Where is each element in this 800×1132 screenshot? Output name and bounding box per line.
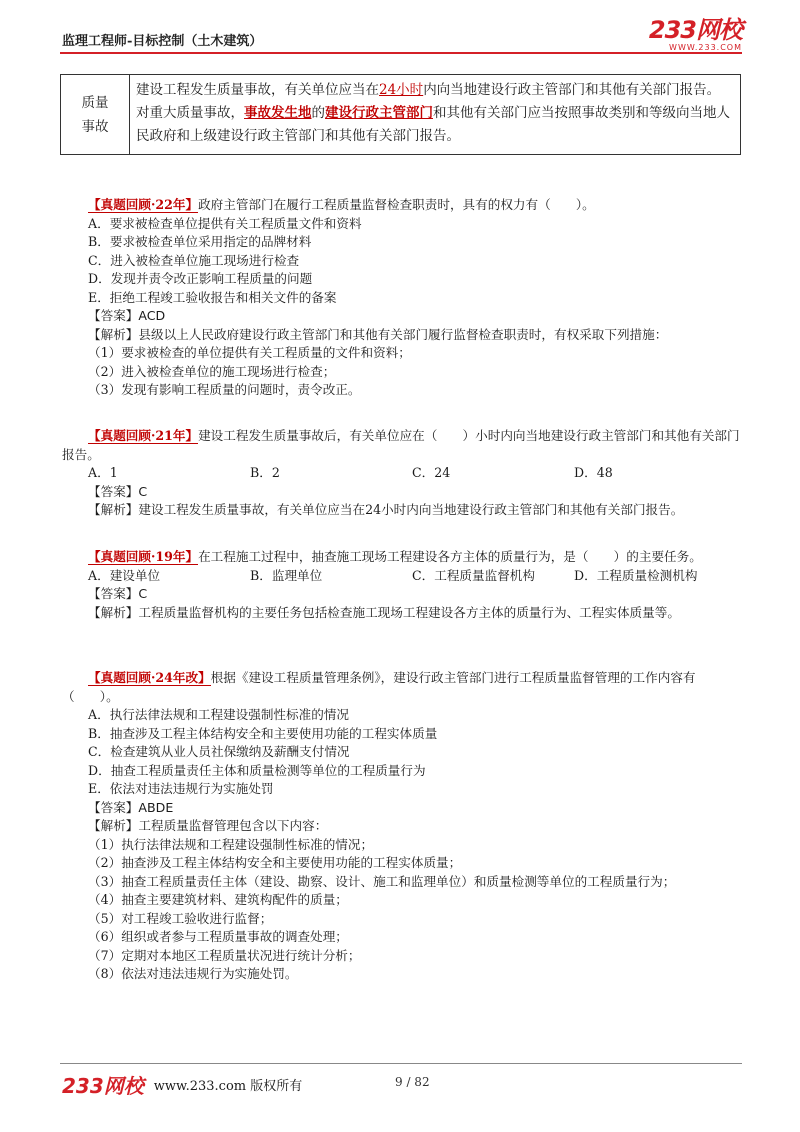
option-item: E．拒绝工程竣工验收报告和相关文件的备案 [88, 289, 337, 305]
analysis-point: （2）进入被检查单位的施工现场进行检查； [88, 363, 336, 379]
stem-text: 政府主管部门在履行工程质量监督检查职责时，具有的权力有（ ）。 [198, 197, 595, 212]
analysis-text: 县级以上人民政府建设行政主管部门和其他有关部门履行监督检查职责时，有权采取下列措施： [138, 326, 668, 342]
footer-logo: 233网校 [62, 1074, 144, 1098]
analysis-point: （1）要求被检查的单位提供有关工程质量的文件和资料； [88, 345, 411, 360]
analysis-point: （2）抽查涉及工程主体结构安全和主要使用功能的工程实体质量； [88, 855, 462, 870]
option-item: C．检查建筑从业人员社保缴纳及薪酬支付情况 [88, 744, 350, 759]
option-item: D．抽查工程质量责任主体和质量检测等单位的工程质量行为 [88, 762, 426, 778]
table-label-line1: 质量 [81, 94, 109, 111]
analysis-point: （8）依法对违法违规行为实施处罚。 [88, 966, 298, 981]
analysis-point: （6）组织或者参与工程质量事故的调查处理； [88, 929, 348, 944]
option-item: A．要求被检查单位提供有关工程质量文件和资料 [88, 215, 362, 231]
option-item: C．进入被检查单位施工现场进行检查 [88, 252, 300, 268]
options-row [62, 464, 742, 483]
analysis-line [62, 604, 742, 623]
question-tag: 【真题回顾·22年】 [88, 197, 199, 212]
stem-text: 在工程施工过程中，抽查施工现场工程建设各方主体的质量行为，是（ ）的主要任务。 [198, 549, 702, 564]
question-block-19 [62, 548, 742, 622]
brand-logo [649, 18, 742, 52]
table-paragraph-1 [136, 79, 734, 102]
option-item: A．建设单位 [88, 567, 161, 583]
stem-text: 根据《建设工程质量管理条例》，建设行政主管部门进行工程质量监督管理的工作内容有（ ）。 [62, 670, 696, 704]
footer-copyright: www.233.com 版权所有 [153, 1079, 303, 1094]
text-span: 内向当地建设行政主管部门和其他有关部门报告。 [423, 82, 721, 98]
text-span: 的 [311, 105, 325, 121]
option-item: C．24 [412, 465, 451, 480]
options-row [62, 567, 742, 586]
text-span: 和其他有关部门应当按照事故类别和等级向当地人民政府和上级建设行政主管部门和其他有关部门报告。 [136, 105, 730, 144]
analysis-text: 建设工程发生质量事故，有关单位应当在24小时内向当地建设行政主管部门和其他有关部门报告。 [138, 502, 684, 517]
analysis-label: 【解析】 [88, 818, 139, 833]
analysis-line [62, 326, 742, 345]
analysis-text: 工程质量监督管理包含以下内容： [138, 818, 328, 833]
option-item: A．执行法律法规和工程建设强制性标准的情况 [88, 707, 349, 722]
stem-text: 建设工程发生质量事故后，有关单位应在（ ）小时内向当地建设行政主管部门和其他有关部门报告。 [62, 428, 740, 462]
header-divider [60, 52, 742, 54]
question-tag: 【真题回顾·24年改】 [88, 670, 211, 685]
answer-label: 【答案】 [88, 308, 139, 323]
question-tag: 【真题回顾·19年】 [88, 549, 199, 564]
analysis-line [62, 501, 742, 520]
analysis-point: （1）执行法律法规和工程建设强制性标准的情况； [88, 836, 374, 852]
option-item: E．依法对违法违规行为实施处罚 [88, 781, 274, 796]
quality-accident-table [60, 74, 741, 155]
analysis-point: （3）抽查工程质量责任主体（建设、勘察、设计、施工和监理单位）和质量检测等单位的工程质量行为； [88, 873, 676, 889]
answer-value: ABDE [138, 799, 174, 815]
document-header-title: 监理工程师-目标控制（土木建筑） [62, 34, 263, 49]
option-item: D．发现并责令改正影响工程质量的问题 [88, 271, 313, 286]
question-stem [62, 196, 742, 215]
table-content-cell [130, 75, 741, 155]
answer-label: 【答案】 [88, 799, 139, 815]
analysis-label: 【解析】 [88, 326, 139, 342]
option-item: B．抽查涉及工程主体结构安全和主要使用功能的工程实体质量 [88, 725, 438, 741]
answer-label: 【答案】 [88, 586, 139, 601]
answer-value: C [138, 483, 148, 499]
option-item: B．2 [250, 465, 280, 480]
analysis-label: 【解析】 [88, 502, 139, 517]
option-item: C．工程质量监督机构 [412, 567, 535, 583]
highlight-accident-location: 事故发生地 [244, 105, 312, 121]
analysis-point: （7）定期对本地区工程质量状况进行统计分析； [88, 947, 361, 963]
answer-value: C [138, 586, 148, 601]
question-block-24 [62, 669, 742, 984]
analysis-line [62, 817, 742, 836]
option-item: B．监理单位 [250, 567, 323, 583]
highlight-admin-department: 建设行政主管部门 [325, 105, 433, 121]
text-span: 对重大质量事故， [136, 105, 244, 121]
question-block-21 [62, 427, 742, 520]
analysis-point: （3）发现有影响工程质量的问题时，责令改正。 [88, 382, 361, 397]
analysis-point: （4）抽查主要建筑材料、建筑构配件的质量； [88, 892, 348, 907]
text-span: 建设工程发生质量事故，有关单位应当在 [136, 82, 379, 98]
logo-text: 233网校 [648, 16, 742, 44]
logo-subtext: WWW.233.COM [669, 43, 742, 52]
question-stem [62, 669, 742, 706]
table-label-line2: 事故 [81, 118, 109, 135]
option-item: A．1 [88, 465, 118, 480]
option-item: D．48 [574, 465, 613, 480]
analysis-text: 工程质量监督机构的主要任务包括检查施工现场工程建设各方主体的质量行为、工程实体质量等。 [138, 604, 680, 620]
analysis-label: 【解析】 [88, 604, 139, 620]
question-tag: 【真题回顾·21年】 [88, 428, 199, 443]
answer-value: ACD [138, 308, 166, 323]
answer-line [62, 483, 742, 502]
option-item: D．工程质量检测机构 [574, 567, 698, 583]
question-block-22 [62, 196, 742, 400]
question-stem [62, 427, 742, 464]
answer-line [62, 307, 742, 326]
option-item: B．要求被检查单位采用指定的品牌材料 [88, 234, 312, 249]
question-stem [62, 548, 742, 567]
page-footer [62, 1070, 302, 1099]
analysis-point: （5）对工程竣工验收进行监督； [88, 910, 273, 926]
answer-line [62, 585, 742, 604]
table-label-cell [61, 75, 130, 155]
answer-line [62, 799, 742, 818]
answer-label: 【答案】 [88, 483, 139, 499]
highlight-24-hours: 24小时 [379, 82, 424, 98]
footer-divider [60, 1063, 742, 1064]
page-number: 9 / 82 [395, 1075, 430, 1089]
table-paragraph-2 [136, 102, 734, 148]
